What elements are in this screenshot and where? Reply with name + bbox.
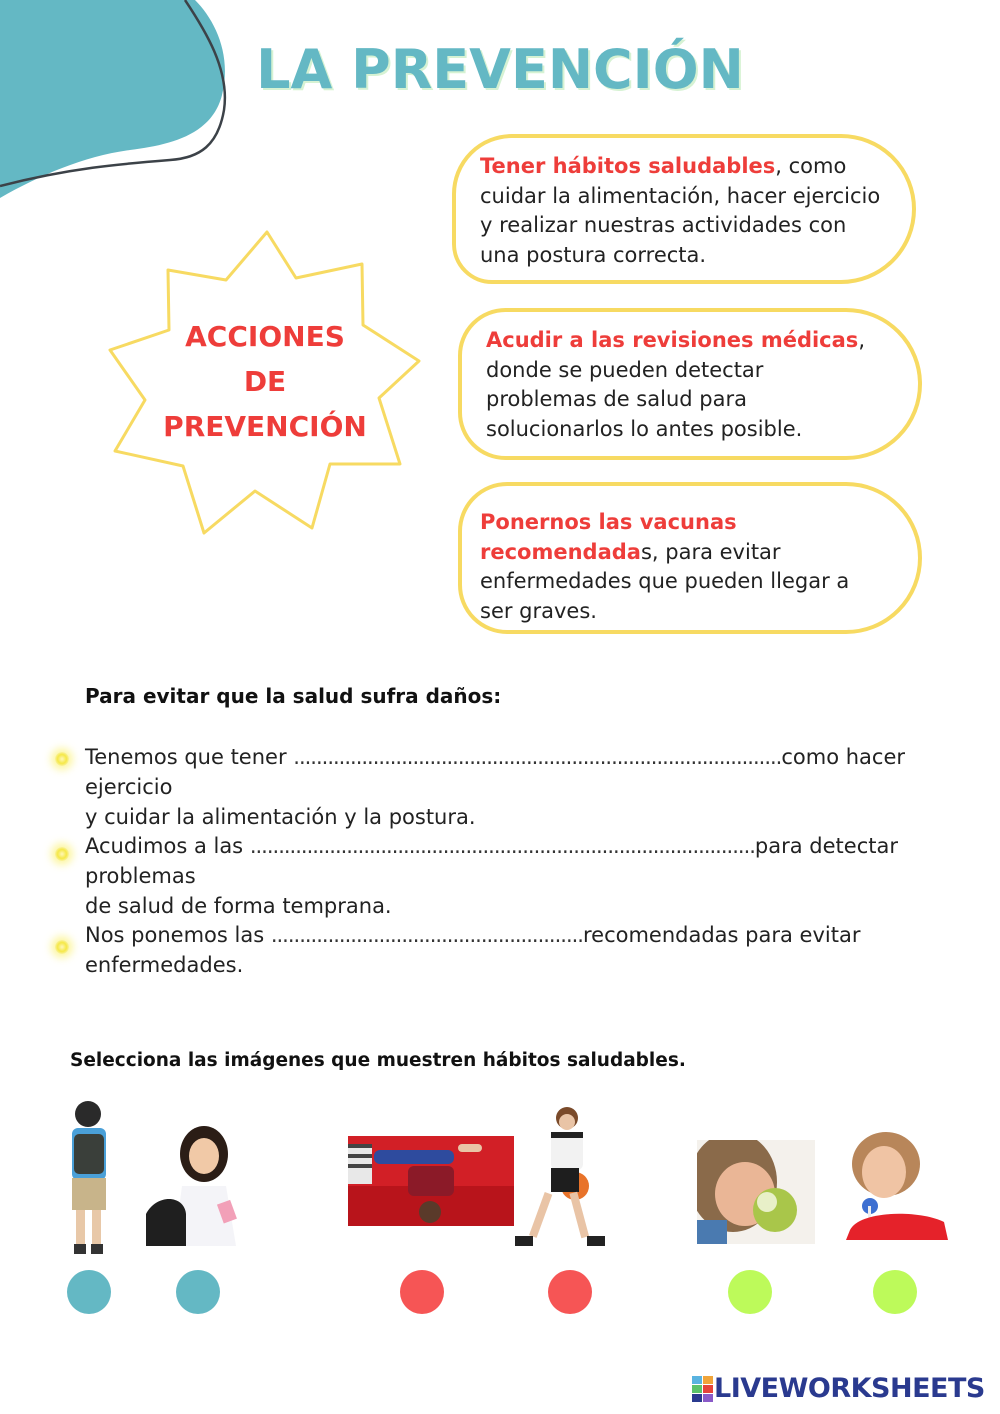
decorative-blob — [0, 0, 240, 210]
select-circle-boy-backpack[interactable] — [67, 1270, 111, 1314]
exercise-text: Tenemos que tener — [85, 745, 294, 769]
photo-girl-backpack — [146, 1124, 250, 1246]
bubble-text: una postura correcta. — [480, 242, 707, 267]
exercise-text: de salud de forma temprana. — [85, 894, 392, 918]
bubble-text: donde se pueden detectar — [486, 357, 764, 382]
blank-answer-field[interactable]: ....................................................... — [270, 923, 583, 947]
bullet-glow-icon — [55, 752, 69, 766]
select-circle-boy-basketball[interactable] — [548, 1270, 592, 1314]
burst-line-1: ACCIONES — [185, 320, 345, 353]
photo-child-eating-apple — [697, 1140, 815, 1244]
bubble-highlight: Tener hábitos saludables — [480, 154, 776, 178]
bubble-highlight: recomendada — [480, 539, 641, 564]
bubble-highlight: Acudir a las revisiones médicas — [486, 328, 859, 352]
burst-line-2: DE — [243, 365, 287, 398]
bullet-glow-icon — [55, 940, 69, 954]
photo-boy-basketball — [515, 1104, 605, 1250]
select-circle-girl-lollipop[interactable] — [873, 1270, 917, 1314]
exercise-item-2 — [85, 831, 975, 921]
exercise-text: y cuidar la alimentación y la postura. — [85, 805, 476, 829]
bubble-text: solucionarlos lo antes posible. — [486, 416, 803, 441]
exercise-text: como hacer ejercicio — [85, 745, 905, 799]
exercise-text: Nos ponemos las — [85, 923, 271, 947]
bubble-text: s, para evitar — [640, 539, 781, 564]
bubble-highlight: Ponernos las vacunas — [480, 510, 737, 534]
select-circle-girl-backpack[interactable] — [176, 1270, 220, 1314]
bubble-text: , — [858, 328, 865, 352]
blank-answer-field[interactable]: ......................................................................................... — [249, 834, 755, 858]
bubble-text: enfermedades que pueden llegar a — [480, 569, 850, 593]
liveworksheets-logo-icon — [692, 1376, 714, 1402]
blank-answer-field[interactable]: ...................................................................................... — [293, 745, 782, 769]
selection-heading: Selecciona las imágenes que muestren hábitos saludables. — [70, 1050, 686, 1071]
bubble-text: cuidar la alimentación, hacer ejercicio — [480, 183, 881, 208]
info-bubble-checkups — [458, 308, 922, 460]
bubble-text: problemas de salud para — [486, 387, 747, 411]
exercise-text: Acudimos a las — [85, 834, 250, 858]
exercise-item-1 — [85, 742, 975, 832]
bubble-text: y realizar nuestras actividades con — [480, 213, 847, 237]
exercise-text: recomendadas para evitar — [582, 923, 861, 947]
photo-boy-on-sofa — [348, 1136, 514, 1226]
photo-boy-backpack — [58, 1098, 120, 1260]
bubble-text: , como — [775, 154, 847, 178]
info-bubble-habits — [452, 134, 916, 284]
info-bubble-vaccines — [458, 482, 922, 634]
page-title: LA PREVENCIÓN — [256, 38, 744, 101]
exercise-text: para detectar problemas — [85, 834, 898, 888]
bubble-text: ser graves. — [480, 598, 597, 623]
photo-girl-lollipop — [840, 1130, 948, 1240]
exercise-item-3 — [85, 920, 975, 980]
liveworksheets-logo — [692, 1373, 985, 1404]
select-circle-boy-sofa[interactable] — [400, 1270, 444, 1314]
burst-line-3: PREVENCIÓN — [163, 410, 367, 443]
bullet-glow-icon — [55, 847, 69, 861]
exercise-text: enfermedades. — [85, 953, 244, 977]
logo-text: LIVEWORKSHEETS — [714, 1373, 985, 1404]
select-circle-child-apple[interactable] — [728, 1270, 772, 1314]
exercise-heading: Para evitar que la salud sufra daños: — [85, 684, 502, 708]
